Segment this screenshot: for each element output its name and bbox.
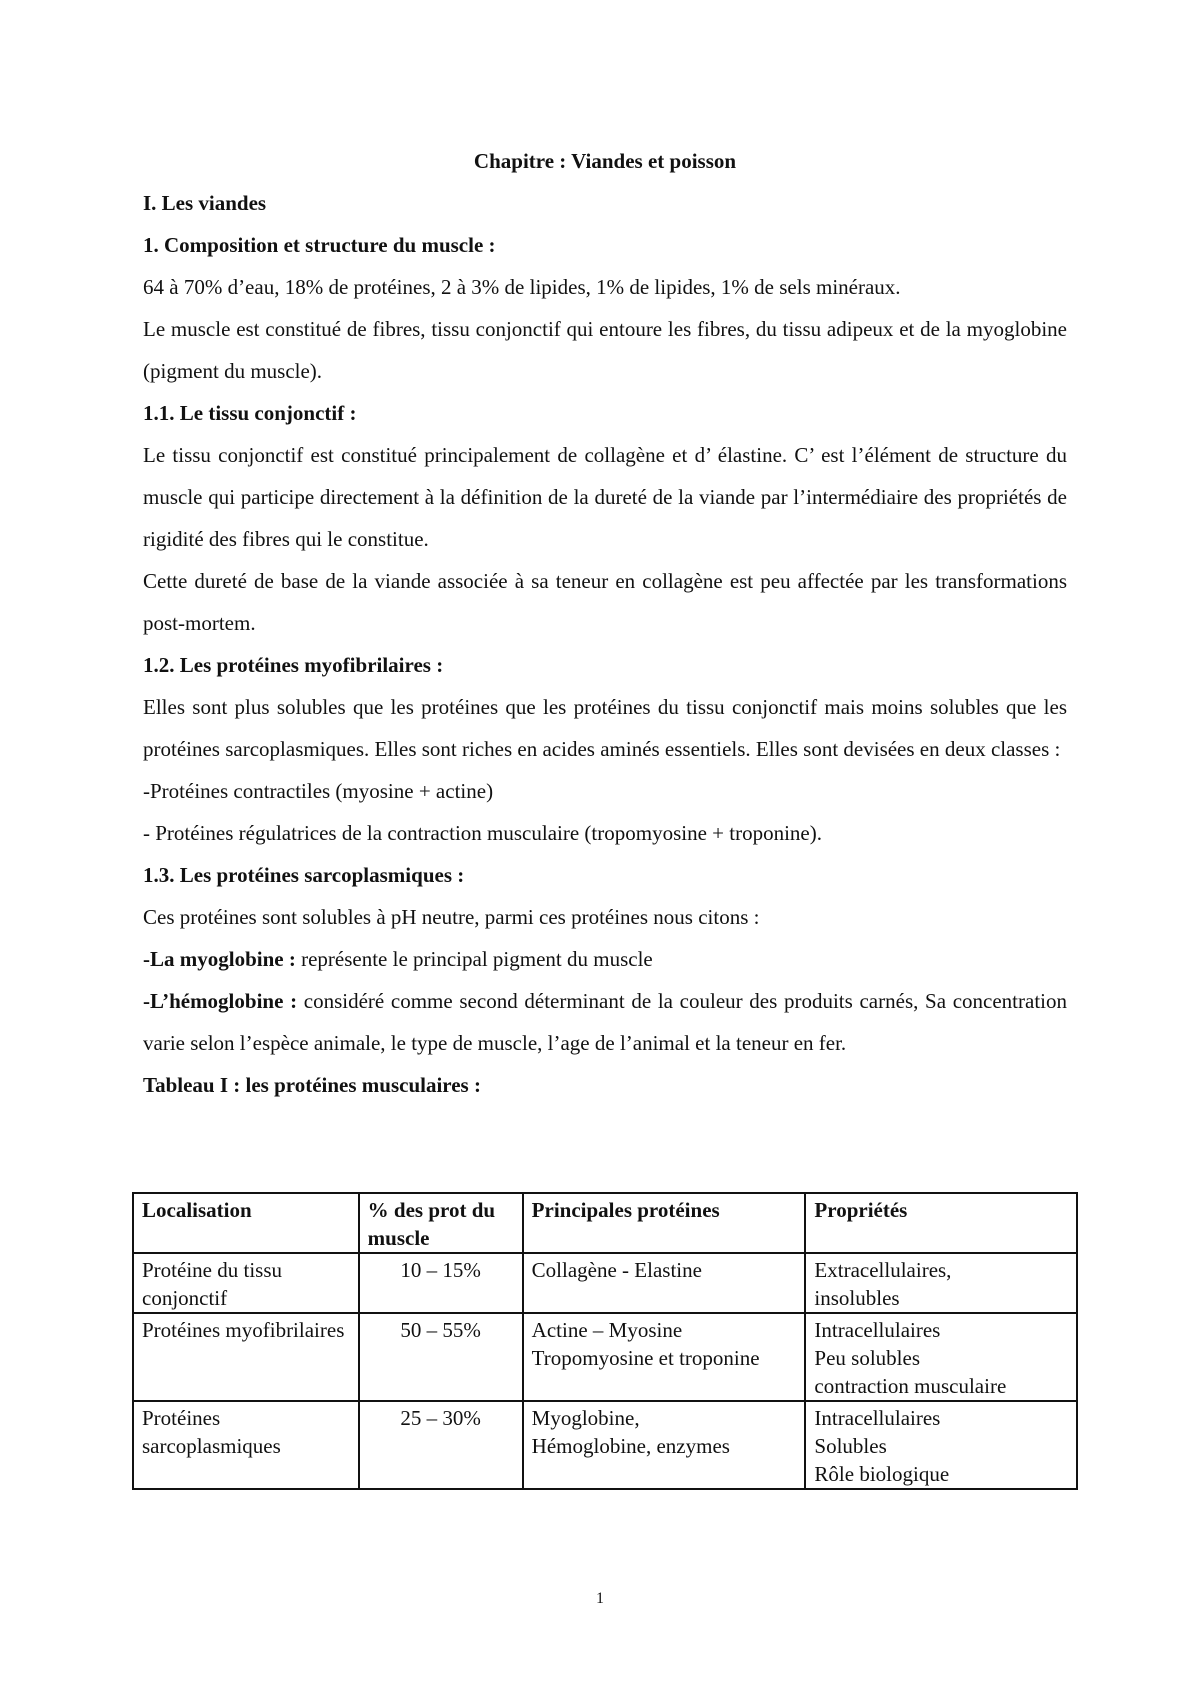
cell-line: Tropomyosine et troponine — [531, 1346, 760, 1370]
cell-line: Myoglobine, — [531, 1406, 640, 1430]
table-cell-proprietes — [805, 1401, 1077, 1489]
table-header-row — [133, 1193, 1077, 1253]
table-cell-proprietes — [805, 1253, 1077, 1313]
table-row — [133, 1401, 1077, 1489]
table-cell-pct: 50 – 55% — [359, 1313, 523, 1401]
cell-line: insolubles — [814, 1286, 900, 1310]
table-header-cell: Principales protéines — [523, 1193, 806, 1253]
table-cell-pct: 25 – 30% — [359, 1401, 523, 1489]
hemoglobine-item — [143, 980, 1067, 1064]
subsection-heading-tissu-conjonctif: 1.1. Le tissu conjonctif : — [143, 401, 357, 425]
cell-line: Solubles — [814, 1434, 887, 1458]
cell-line: Hémoglobine, enzymes — [531, 1434, 730, 1458]
page-number: 1 — [596, 1590, 604, 1607]
cell-line: Extracellulaires, — [814, 1258, 952, 1282]
subsection-heading-myofibrilaires: 1.2. Les protéines myofibrilaires : — [143, 653, 444, 677]
list-item: -Protéines contractiles (myosine + actine) — [143, 779, 494, 803]
list-item: - Protéines régulatrices de la contraction musculaire (tropomyosine + troponine). — [143, 821, 822, 845]
table-cell-localisation: Protéine du tissu conjonctif — [133, 1253, 359, 1313]
page-title: Chapitre : Viandes et poisson — [473, 149, 737, 173]
sarcoplasmiques-intro: Ces protéines sont solubles à pH neutre, parmi ces protéines nous citons : — [143, 905, 760, 929]
composition-line: 64 à 70% d’eau, 18% de protéines, 2 à 3% de lipides, 1% de lipides, 1% de sels minéraux. — [143, 275, 901, 299]
conjonctif-paragraph-1: Le tissu conjonctif est constitué principalement de collagène et d’ élastine. C’ est l’élément de structure du muscle qui participe directement à la définition de la dureté de la viande par l’intermédiaire des propriétés de rigidité des fibres qui le constitue. — [143, 443, 1067, 551]
subsection-heading-composition: 1. Composition et structure du muscle : — [143, 233, 496, 257]
cell-line: Peu solubles — [814, 1346, 921, 1370]
table-cell-proteines — [523, 1313, 806, 1401]
table-cell-proteines — [523, 1401, 806, 1489]
document-body — [143, 140, 1067, 1106]
section-heading-viandes: I. Les viandes — [143, 191, 267, 215]
cell-line: Actine – Myosine — [531, 1318, 683, 1342]
table-cell-proprietes — [805, 1313, 1077, 1401]
cell-line: Intracellulaires — [814, 1406, 941, 1430]
cell-line: Intracellulaires — [814, 1318, 941, 1342]
muscle-paragraph: Le muscle est constitué de fibres, tissu conjonctif qui entoure les fibres, du tissu adipeux et de la myoglobine (pigment du muscle). — [143, 317, 1067, 383]
proteines-table — [132, 1192, 1078, 1490]
myoglobine-description: représente le principal pigment du muscle — [295, 947, 653, 971]
cell-line: Rôle biologique — [814, 1462, 950, 1486]
hemoglobine-term: -L’hémoglobine : — [143, 989, 298, 1013]
subsection-heading-sarcoplasmiques: 1.3. Les protéines sarcoplasmiques : — [143, 863, 465, 887]
cell-line: contraction musculaire — [814, 1374, 1007, 1398]
table-row — [133, 1313, 1077, 1401]
table-caption: Tableau I : les protéines musculaires : — [143, 1073, 481, 1097]
table-cell-localisation: Protéines sarcoplasmiques — [133, 1401, 359, 1489]
myoglobine-item — [143, 938, 1067, 980]
myofibrilaires-paragraph: Elles sont plus solubles que les protéines que les protéines du tissu conjonctif mais moins solubles que les protéines sarcoplasmiques. Elles sont riches en acides aminés essentiels. Elles sont devisées en deux classes : — [143, 695, 1067, 761]
conjonctif-paragraph-2: Cette dureté de base de la viande associée à sa teneur en collagène est peu affectée par les transformations post-mortem. — [143, 569, 1067, 635]
hemoglobine-description: considéré comme second déterminant de la couleur des produits carnés, Sa concentration varie selon l’espèce animale, le type de muscle, l’age de l’animal et la teneur en fer. — [143, 989, 1067, 1055]
table-header-cell: Propriétés — [805, 1193, 1077, 1253]
table-cell-pct: 10 – 15% — [359, 1253, 523, 1313]
table-row — [133, 1253, 1077, 1313]
myoglobine-term: -La myoglobine : — [143, 947, 296, 971]
table-cell-localisation: Protéines myofibrilaires — [133, 1313, 359, 1401]
table-header-cell: % des prot du muscle — [359, 1193, 523, 1253]
table-cell-proteines — [523, 1253, 806, 1313]
table-header-cell: Localisation — [133, 1193, 359, 1253]
cell-line: Collagène - Elastine — [531, 1258, 702, 1282]
